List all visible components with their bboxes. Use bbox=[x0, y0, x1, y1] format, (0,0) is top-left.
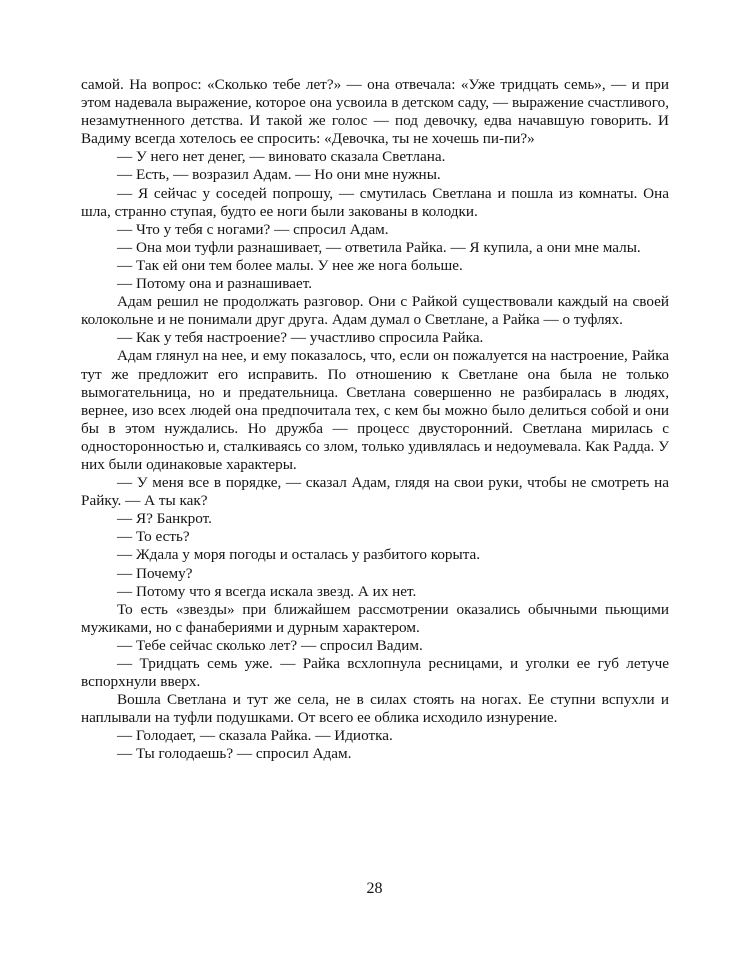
paragraph: То есть «звезды» при ближайшем рассмотрении оказались обычными пьющими мужиками, но с фанабериями и дурным характером. bbox=[81, 600, 669, 636]
paragraph: самой. На вопрос: «Сколько тебе лет?» — она отвечала: «Уже тридцать семь», — и при этом надевала выражение, которое она усвоила в детском саду, — выражение счастливого, незамутненного детства. И такой же голос — под девочку, едва начавшую говорить. И Вадиму всегда хотелось ее спросить: «Девочка, ты не хочешь пи-пи?» bbox=[81, 76, 669, 148]
paragraph: — Ты голодаешь? — спросил Адам. bbox=[117, 745, 352, 763]
paragraph: — Тебе сейчас сколько лет? — спросил Вадим. bbox=[117, 636, 423, 654]
paragraph: — Как у тебя настроение? — участливо спросила Райка. bbox=[117, 329, 484, 347]
paragraph: — Почему? bbox=[117, 564, 193, 582]
paragraph: — Я? Банкрот. bbox=[117, 510, 212, 528]
paragraph: — У меня все в порядке, — сказал Адам, глядя на свои руки, чтобы не смотреть на Райку. — А ты как? bbox=[81, 474, 669, 510]
paragraph: — Что у тебя с ногами? — спросил Адам. bbox=[117, 220, 389, 238]
paragraph: Адам решил не продолжать разговор. Они с Райкой существовали каждый на своей колокольне и не понимали друг друга. Адам думал о Светлане, а Райка — о туфлях. bbox=[81, 293, 669, 329]
paragraph: — Она мои туфли разнашивает, — ответила Райка. — Я купила, а они мне малы. bbox=[117, 238, 641, 256]
paragraph: — Есть, — возразил Адам. — Но они мне нужны. bbox=[117, 166, 441, 184]
paragraph: — Я сейчас у соседей попрошу, — смутилась Светлана и пошла из комнаты. Она шла, странно ступая, будто ее ноги были закованы в колодки. bbox=[81, 184, 669, 220]
page-number: 28 bbox=[366, 880, 383, 897]
paragraph: Адам глянул на нее, и ему показалось, что, если он пожалуется на настроение, Райка тут же предложит его исправить. По отношению к Светлане она была не только вымогательница, но и предательница. Светлана совершенно не разбиралась в людях, вернее, изо всех людей она предпочитала тех, с кем бы можно было делиться собой и они бы в этом нуждались. Но дружба — процесс двусторонний. Светлана мирилась с односторонностью и, сталкиваясь со злом, только удивлялась и недоумевала. Как Радда. У них были одинаковые характеры. bbox=[81, 347, 669, 473]
paragraph: — Потому она и разнашивает. bbox=[117, 275, 313, 293]
paragraph: — Тридцать семь уже. — Райка всхлопнула ресницами, и уголки ее губ летуче вспорхнули вверх. bbox=[81, 655, 669, 691]
paragraph: — Потому что я всегда искала звезд. А их нет. bbox=[117, 582, 417, 600]
paragraph: — Голодает, — сказала Райка. — Идиотка. bbox=[117, 727, 393, 745]
paragraph: Вошла Светлана и тут же села, не в силах стоять на ногах. Ее ступни вспухли и наплывали на туфли подушками. От всего ее облика исходило изнурение. bbox=[81, 691, 669, 727]
paragraph: — То есть? bbox=[117, 528, 190, 546]
page-body bbox=[81, 76, 669, 764]
paragraph: — Так ей они тем более малы. У нее же нога больше. bbox=[117, 256, 463, 274]
paragraph: — У него нет денег, — виновато сказала Светлана. bbox=[117, 148, 446, 166]
paragraph: — Ждала у моря погоды и осталась у разбитого корыта. bbox=[117, 546, 481, 564]
